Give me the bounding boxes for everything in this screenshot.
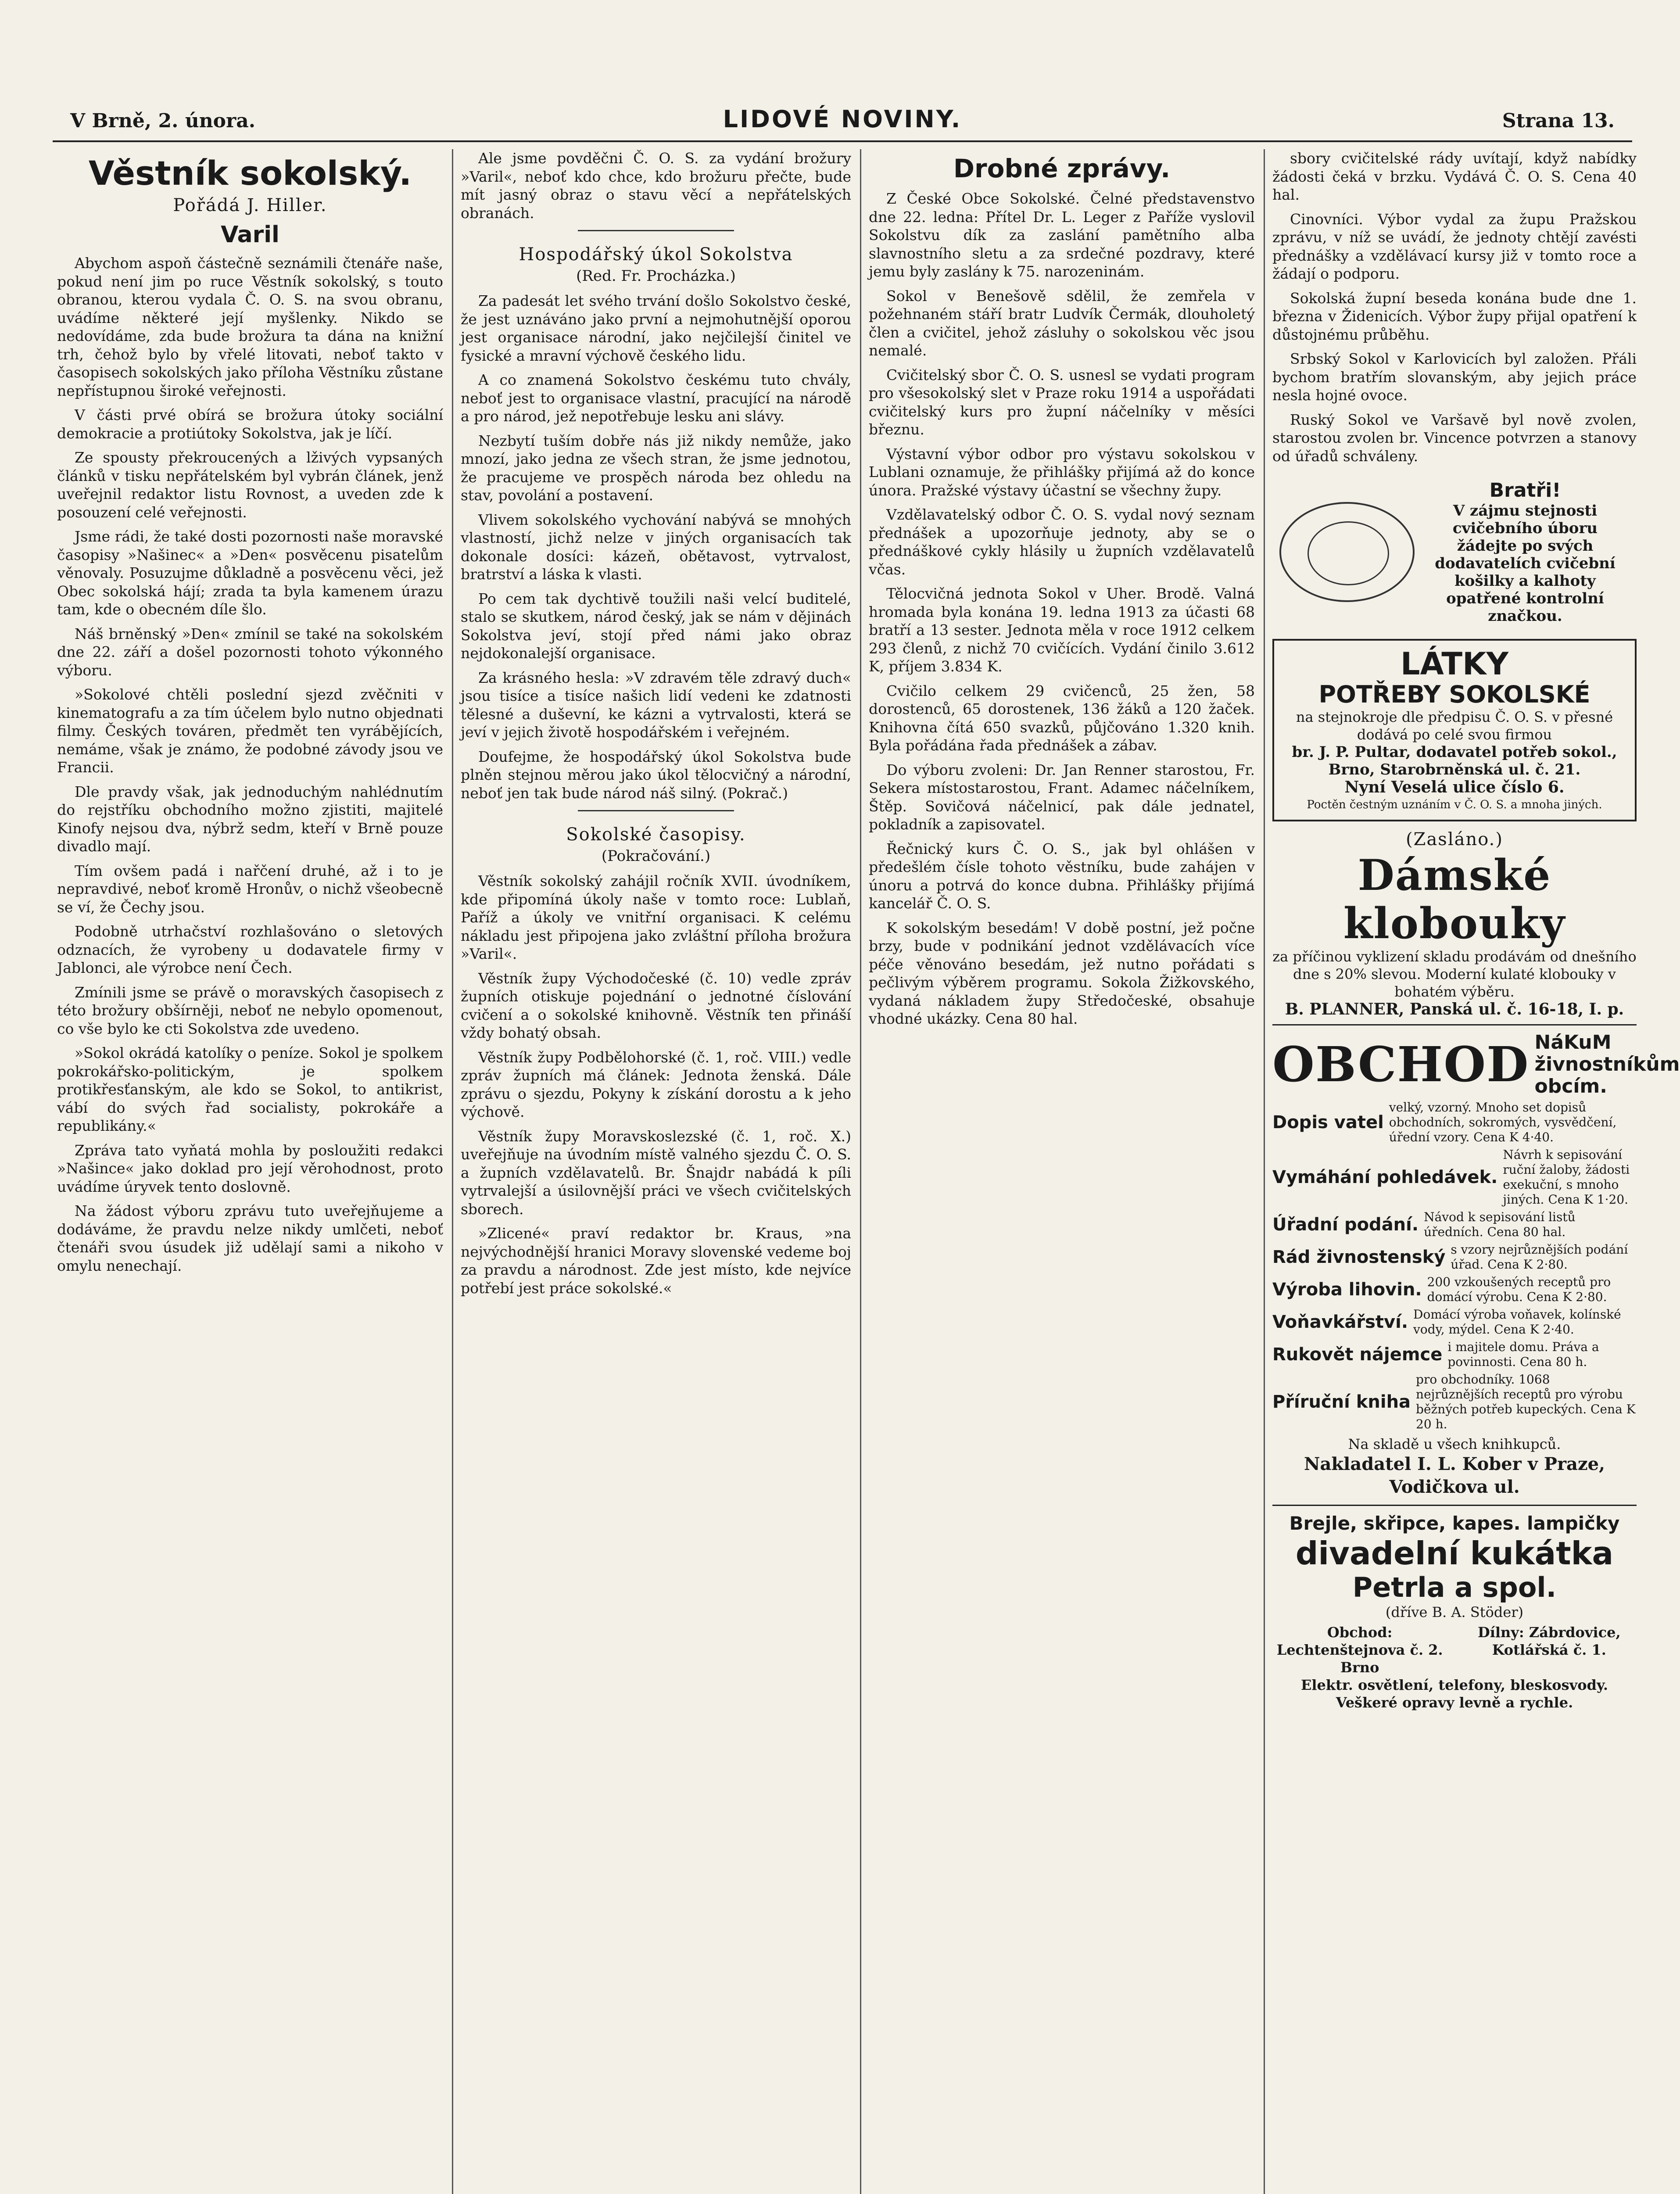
ad-subtext: (dříve B. A. Stöder) (1385, 1604, 1524, 1620)
article-paragraph: Věstník sokolský zahájil ročník XVII. úvodníkem, kde připomíná úkoly naše v tomto roce: Lublaň, Paříž a úkoly ve vnitřní organisaci. K celému nákladu jest připojena jako zvláštní příloha brožura »Varil«. (461, 872, 851, 962)
ad-subheadline: NáKuM živnostníkům obcím. (1534, 1031, 1680, 1097)
article-paragraph: Náš brněnský »Den« zmínil se také na sokolském dne 22. září a došel pozornosti tohoto výkonného výboru. (57, 625, 443, 679)
article-paragraph: Nezbytí tuším dobře nás již nikdy nemůže, jako mnozí, jako jedna ze všech stran, že jsme jednotou, že pracujeme ve prospěch národa bez ohledu na stav, povolání a postavení. (461, 432, 851, 504)
ad-row-text: Domácí výroba voňavek, kolínské vody, mýdel. Cena K 2·40. (1413, 1307, 1621, 1337)
news-paragraph: Vzdělavatelský odbor Č. O. S. vydal nový seznam přednášek a upozorňuje jednoty, aby se o přednáškové cykly hlásily u župních vzdělavatelů včas. (869, 506, 1255, 578)
ad-headline: divadelní kukátka (1295, 1535, 1614, 1572)
ad-headline: Dámské klobouky (1343, 850, 1566, 948)
ad-row (1272, 1242, 1637, 1272)
ad-footer: Elektr. osvětlení, telefony, bleskosvody. Veškeré opravy levně a rychle. (1300, 1677, 1608, 1711)
article-paragraph: »Sokolové chtěli poslední sjezd zvěčniti v kinematografu a za tím účelem bylo nutno objednati filmy. Českých továren, předmět ten vyrábějících, nemáme, však je známo, že podobné závody jsou ve Francii. (57, 686, 443, 776)
article-paragraph: Věstník župy Východočeské (č. 10) vedle zpráv župních otiskuje pojednání o jednotné číslování cvičení a o sokolské knihovně. Věstník ten přináší vždy bohatý obsah. (461, 969, 851, 1041)
news-paragraph: Sokolská župní beseda konána bude dne 1. března v Židenicích. Výbor župy přijal opatření k důstojnému průběhu. (1272, 289, 1637, 343)
ad-row-label: Rád živnostenský (1272, 1247, 1446, 1267)
article-paragraph: Dle pravdy však, jak jednoduchým nahlédnutím do rejstříku obchodního možno zjistiti, majitelé Kinofy nejsou dva, nýbrž sedm, kteří v Brně pouze divadlo mají. (57, 783, 443, 855)
ad-row (1272, 1210, 1637, 1240)
section-title: Drobné zprávy. (953, 154, 1171, 183)
column-4 (1272, 149, 1680, 2194)
advertisement-hats (1272, 851, 1637, 1018)
ad-row-label: Vymáhání pohledávek. (1272, 1167, 1498, 1187)
ad-row (1272, 1340, 1637, 1369)
news-paragraph: Cvičitelský sbor Č. O. S. usnesl se vydati program pro všesokolský slet v Praze roku 1914 a uspořádati cvičitelský kurs pro župní náčelníky v měsíci březnu. (869, 366, 1255, 438)
article-paragraph: Abychom aspoň částečně seznámili čtenáře naše, pokud není jim po ruce Věstník sokolský, s touto obranou, kterou vydala Č. O. S. na svou obranu, uvádíme některé její myšlenky. Nikdo se nedovídáme, zda bude brožura ta dána na knižní trh, čehož bylo by vřelé litovati, neboť takto v časopisech sokolských jako příloha Věstníku zůstane nepřístupnou široké veřejnosti. (57, 255, 443, 399)
column-rule (860, 149, 861, 2194)
ad-headline: Bratři! (1489, 479, 1561, 502)
advertisement-pultar (1272, 639, 1637, 821)
article-paragraph: Zmínili jsme se právě o moravských časopisech z této brožury obšírněji, neboť ne nebylo opomenout, co vše bylo ke cti Sokolstva zde uvedeno. (57, 983, 443, 1037)
article-title: Hospodářský úkol Sokolstva (519, 244, 793, 265)
ad-row-text: velký, vzorný. Mnoho set dopisů obchodních, sokromých, vysvědčení, úřední vzory. Cena K 4·40. (1389, 1100, 1617, 1144)
news-paragraph: Do výboru zvoleni: Dr. Jan Renner starostou, Fr. Sekera místostarostou, Frant. Adamec náčelníkem, Štěp. Sovičová náčelnicí, pak dále jednatel, pokladník a zapisovatel. (869, 761, 1255, 833)
ad-row-text: 200 vzkoušených receptů pro domácí výrobu. Cena K 2·80. (1427, 1275, 1611, 1304)
ad-row-label: Příruční kniha (1272, 1392, 1411, 1412)
article-paragraph: V části prvé obírá se brožura útoky sociální demokracie a protiútoky Sokolstva, jak je líčí. (57, 406, 443, 442)
news-paragraph: Cvičilo celkem 29 cvičenců, 25 žen, 58 dorostenců, 65 dorostenek, 136 žáků a 120 žaček. Knihovna čítá 650 svazků, půjčováno 1.320 knih. Byla pořádána řada přednášek a zábav. (869, 682, 1255, 754)
ad-publisher: Nakladatel I. L. Kober v Praze, Vodičkova ul. (1304, 1454, 1605, 1497)
ad-address: Nyní Veselá ulice číslo 6. (1344, 778, 1565, 796)
ad-row (1272, 1307, 1637, 1337)
article-paragraph: Ale jsme povděčni Č. O. S. za vydání brožury »Varil«, neboť kdo chce, kdo brožuru přečte, bude mít jasný obraz o stavu věcí a nepřátelských obranách. (461, 150, 851, 222)
ad-merchant: B. PLANNER, Panská ul. č. 16-18, I. p. (1285, 1000, 1624, 1018)
news-paragraph: Tělocvičná jednota Sokol v Uher. Brodě. Valná hromada byla konána 19. ledna 1913 za účasti 68 bratří a 13 sester. Jednota měla v roce 1912 celkem 293 členů, z nichž 70 cvičících. Vydání činilo 3.612 K, příjem 3.834 K. (869, 585, 1255, 675)
section-title: Věstník sokolský. (88, 154, 412, 193)
ad-line: Brejle, skřipce, kapes. lampičky (1289, 1513, 1620, 1534)
article-title: Sokolské časopisy. (566, 825, 746, 845)
ad-footer: Poctěn čestným uznáním v Č. O. S. a mnoha jiných. (1307, 798, 1602, 811)
ad-headline: LÁTKY (1400, 646, 1509, 682)
divider (1272, 1505, 1637, 1506)
column-3 (869, 149, 1255, 2194)
article-paragraph: Po cem tak dychtivě toužili naši velcí buditelé, stalo se skutkem, národ český, jak se nám v dějinách Sokolstva jeví, stojí před námi jako obraz nejdokonalejší organisace. (461, 590, 851, 662)
ad-row-text: Návod k sepisování listů úředních. Cena 80 hal. (1424, 1210, 1576, 1239)
news-paragraph: sbory cvičitelské rády uvítají, když nabídky žádosti čeká v brzku. Vydává Č. O. S. Cena 40 hal. (1272, 150, 1637, 203)
ad-workshop-address: Dílny: Zábrdovice, Kotlářská č. 1. (1477, 1624, 1621, 1658)
article-paragraph: Na žádost výboru zprávu tuto uveřejňujeme a dodáváme, že pravdu nelze nikdy umlčeti, neboť čtenáři svou úsudek již udělají sami a nikoho v omylu nenechají. (57, 1202, 443, 1274)
ad-text: za příčinou vyklizení skladu prodávám od dnešního dne s 20% slevou. Moderní kulaté klobouky v bohatém výběru. (1272, 948, 1637, 1000)
column-rule (452, 149, 453, 2194)
newspaper-title: LIDOVÉ NOVINY. (723, 105, 962, 133)
ad-row (1272, 1372, 1637, 1432)
article-paragraph: Vlivem sokolského vychování nabývá se mnohých vlastností, jichž nelze v jiných organisacích tak dokonale dosíci: kázeň, obětavost, vytrvalost, bratrství a láska k vlasti. (461, 511, 851, 583)
ad-merchant: br. J. P. Pultar, dodavatel potřeb sokol., Brno, Starobrněnská ul. č. 21. (1292, 743, 1617, 778)
news-paragraph: Výstavní výbor odbor pro výstavu sokolskou v Lublani oznamuje, že přihlášky přijímá až do konce února. Pražské výstavy účastní se všechny župy. (869, 445, 1255, 499)
ad-row (1272, 1100, 1637, 1145)
column-1 (57, 149, 443, 2194)
ad-row (1272, 1147, 1637, 1207)
article-paragraph: Jsme rádi, že také dosti pozornosti naše moravské časopisy »Našinec« a »Den« posvěcenu pisatelům věnovaly. Posuzujme důkladně a posvěcenu věci, jež Obec sokolská hájí; zrada ta byla kamenem úrazu tam, kde o obecném díle šlo. (57, 528, 443, 618)
issue-date: V Brně, 2. února. (70, 110, 256, 132)
article-paragraph: Doufejme, že hospodářský úkol Sokolstva bude plněn stejnou měrou jako úkol tělocvičný a národní, neboť jen tak bude národ náš silný. (Pokrač.) (461, 748, 851, 802)
article-title: Varil (221, 222, 279, 248)
divider (578, 230, 734, 231)
ad-row-label: Rukovět nájemce (1272, 1344, 1443, 1365)
ad-subheadline: POTŘEBY SOKOLSKÉ (1318, 681, 1590, 708)
ad-footer: Na skladě u všech knihkupců. (1348, 1436, 1561, 1452)
ad-row-text: s vzory nejrůznějších podání úřad. Cena K 2·80. (1451, 1242, 1628, 1272)
ad-text: na stejnokroje dle předpisu Č. O. S. v přesné dodává po celé svou firmou (1296, 709, 1613, 743)
article-paragraph: »Zlicené« praví redaktor br. Kraus, »na nejvýchodnější hranici Moravy slovenské vedeme boj za pravdu a národnost. Zde jest místo, kde nejvíce potřebí jest práce sokolské.« (461, 1225, 851, 1297)
ad-row-label: Voňavkářství. (1272, 1312, 1408, 1332)
article-paragraph: Věstník župy Moravskoslezské (č. 1, roč. X.) uveřejňuje na úvodním místě valného sjezdu Č. O. S. a župních vzdělavatelů. Br. Šnajdr nabádá k píli vytrvalejší a úsilovnější práci ve všech cvičitelských sborech. (461, 1127, 851, 1218)
ad-row-text: i majitele domu. Práva a povinnosti. Cena 80 h. (1447, 1340, 1599, 1369)
ad-shop-address: Obchod: Lechtenštejnova č. 2. Brno (1276, 1624, 1443, 1676)
paid-notice: (Zasláno.) (1406, 829, 1503, 850)
page-number: Strana 13. (1502, 110, 1615, 132)
divider (1272, 1024, 1637, 1025)
section-editor: Pořádá J. Hiller. (173, 195, 327, 215)
article-paragraph: Za padesát let svého trvání došlo Sokolstvo české, že jest uznáváno jako první a nejmohutnější oporou jest organisace národní, jako nejčilejší činitel ve fysické a mravní výchově českého lidu. (461, 292, 851, 364)
article-paragraph: Podobně utrhačství rozhlašováno o sletových odznacích, že vyrobeny u dodavatele firmy v Jablonci, ale výrobce není Čech. (57, 923, 443, 976)
ad-row-text: Návrh k sepisování ruční žaloby, žádosti exekuční, s mnoho jiných. Cena K 1·20. (1503, 1147, 1630, 1207)
masthead (53, 105, 1632, 142)
article-paragraph: Zpráva tato vyňatá mohla by posloužiti redakci »Našince« jako doklad pro její věrohodnost, proto uvádíme úryvek tento doslovně. (57, 1141, 443, 1195)
advertisement-petrla (1272, 1512, 1637, 1711)
ad-row (1272, 1275, 1637, 1305)
article-paragraph: A co znamená Sokolstvo českému tuto chvály, neboť jest to organisace vlastní, pracující na národě a pro národ, jež nepotřebuje lesku ani slávy. (461, 371, 851, 425)
article-paragraph: Tím ovšem padá i nařčení druhé, až i to je nepravdivé, neboť kromě Hronův, o nichž všeobecně se ví, že Čechy jsou. (57, 862, 443, 916)
advertisement-kober (1272, 1031, 1680, 1499)
article-paragraph: Ze spousty překroucených a lživých vypsaných článků v tisku nepřátelském byl vybrán článek, jenž uveřejnil redaktor listu Rovnost, a uveden zde k posouzení celé veřejnosti. (57, 449, 443, 521)
ad-row-text: pro obchodníky. 1068 nejrůznějších receptů pro výrobu běžných potřeb kupeckých. Cena K 20 h. (1416, 1372, 1636, 1431)
article-paragraph: Věstník župy Podbělohorské (č. 1, roč. VIII.) vedle zpráv župních má článek: Jednota ženská. Dále zprávu o sjezdu, Pokyny k získání dorostu a k jeho výchově. (461, 1048, 851, 1120)
news-paragraph: K sokolským besedám! V době postní, jež počne brzy, bude v podnikání jednot vzdělávacích více péče věnováno besedám, jež nutno pořádati s pečlivým výběrem programu. Sokola Žižkovského, vydaná nákladem župy Středočeské, obsahuje vhodné ukázky. Cena 80 hal. (869, 919, 1255, 1027)
news-paragraph: Srbský Sokol v Karlovicích byl založen. Přáli bychom bratřím slovanským, aby jejich práce nesla hojné ovoce. (1272, 350, 1637, 404)
news-paragraph: Sokol v Benešově sdělil, že zemřela v požehnaném stáří bratr Ludvík Čermák, dlouholetý člen a cvičitel, jehož zásluhy o sokolskou věc jsou nemalé. (869, 287, 1255, 359)
column-2 (461, 149, 851, 2194)
ad-text: V zájmu stejnosti cvičebního úboru žádejte po svých dodavatelích cvičební košilky a kalhoty opatřené kontrolní značkou. (1435, 502, 1616, 625)
news-paragraph: Řečnický kurs Č. O. S., jak byl ohlášen v předešlém čísle tohoto věstníku, bude zahájen v únoru a potrvá do konce dubna. Přihlášky přijímá kancelář Č. O. S. (869, 840, 1255, 912)
news-paragraph: Ruský Sokol ve Varšavě byl nově zvolen, starostou zvolen br. Vincence potvrzen a stanovy od úřadů schváleny. (1272, 411, 1637, 465)
column-rule (1264, 149, 1265, 2194)
article-author: (Red. Fr. Procházka.) (576, 267, 736, 285)
advertisement-brothers (1272, 473, 1637, 631)
ad-row-label: Úřadní podání. (1272, 1215, 1419, 1235)
article-subtitle: (Pokračování.) (601, 847, 711, 865)
sokol-emblem-icon (1279, 502, 1415, 602)
news-paragraph: Z České Obce Sokolské. Čelné představenstvo dne 22. ledna: Přítel Dr. L. Leger z Paříže vyslovil Sokolstvu dík za zaslání pamětního alba slavnostního sletu a za srdečné pozdravy, které jemu byly zaslány k 75. narozeninám. (869, 190, 1255, 280)
ad-row-label: Výroba lihovin. (1272, 1280, 1422, 1300)
article-paragraph: Za krásného hesla: »V zdravém těle zdravý duch« jsou tisíce a tisíce našich lidí vedeni ke zdatnosti tělesné a duševní, ke kázni a vytrvalosti, která se jeví v jejich životě hospodářském i veřejném. (461, 669, 851, 741)
ad-merchant: Petrla a spol. (1352, 1571, 1557, 1603)
article-paragraph: »Sokol okrádá katolíky o peníze. Sokol je spolkem pokrokářsko-politickým, je spolkem protikřesťanským, ale kdo se Sokol, to antikrist, vábí do svých řad socialisty, pokrokáře a republikány.« (57, 1044, 443, 1134)
ad-row-label: Dopis vatel (1272, 1112, 1384, 1133)
ad-headline: OBCHOD (1272, 1036, 1530, 1093)
news-paragraph: Cinovníci. Výbor vydal za župu Pražskou zprávu, v níž se uvádí, že jednoty chtějí zavésti přednášky a vzdělávací kursy již v tomto roce a žádají o podporu. (1272, 210, 1637, 282)
divider (578, 810, 734, 811)
